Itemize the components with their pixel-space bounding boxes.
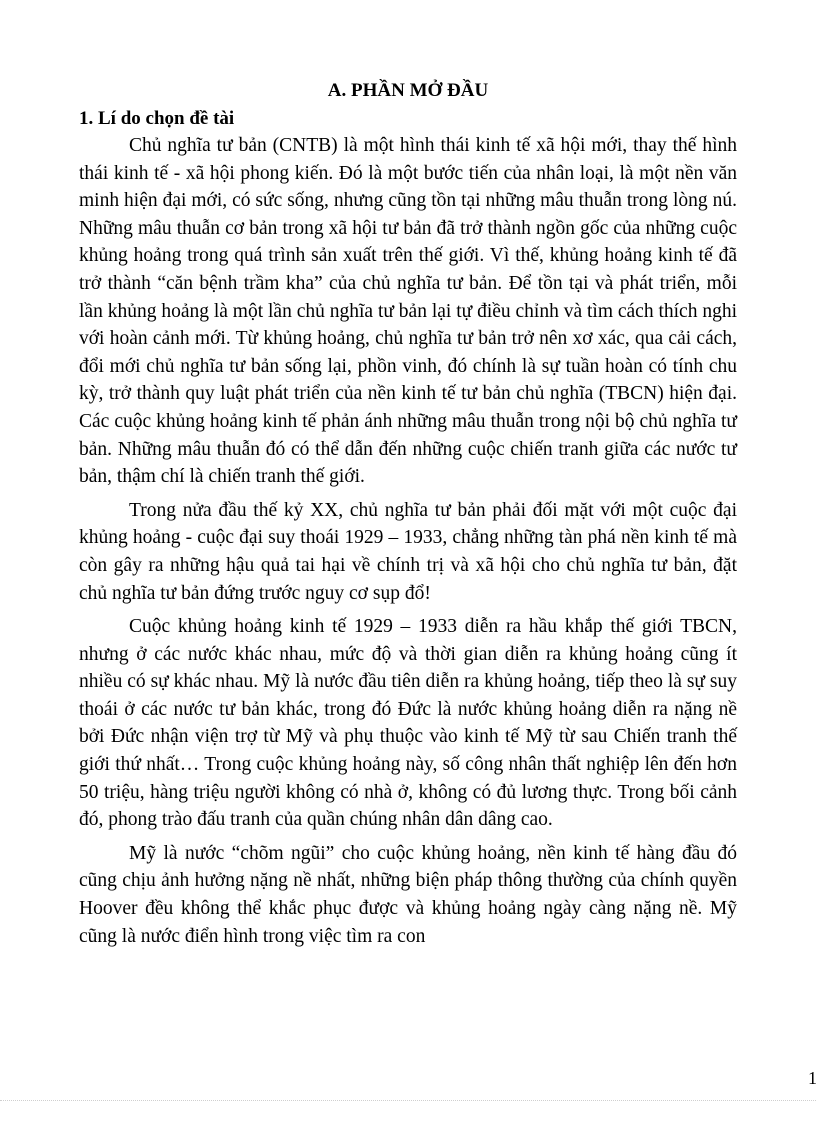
document-title: A. PHẦN MỞ ĐẦU bbox=[327, 80, 489, 101]
paragraph-4: Mỹ là nước “chõm ngũi” cho cuộc khủng hoảng, nền kinh tế hàng đầu đó cũng chịu ảnh hưởng nặng nề nhất, những biện pháp thông thường của chính quyền Hoover đều không thể khắc phục được và khủng hoảng ngày càng nặng nề. Mỹ cũng là nước điển hình trong việc tìm ra con bbox=[79, 842, 737, 947]
section-heading: 1. Lí do chọn đề tài bbox=[79, 108, 235, 129]
page-number: 1 bbox=[808, 1068, 817, 1088]
paragraph-3: Cuộc khủng hoảng kinh tế 1929 – 1933 diễn ra hầu khắp thế giới TBCN, nhưng ở các nước khác nhau, mức độ và thời gian diễn ra khủng hoảng cũng ít nhiều có sự khác nhau. Mỹ là nước đầu tiên diễn ra khủng hoảng, tiếp theo là sự suy thoái ở các nước tư bản khác, trong đó Đức là nước khủng hoảng diễn ra nặng nề bởi Đức nhận viện trợ từ Mỹ và phụ thuộc vào kinh tế Mỹ từ sau Chiến tranh thế giới thứ nhất… Trong cuộc khủng hoảng này, số công nhân thất nghiệp lên đến hơn 50 triệu, hàng triệu người không có nhà ở, không có đủ lương thực. Trong bối cảnh đó, phong trào đấu tranh của quần chúng nhân dân dâng cao. bbox=[79, 616, 737, 831]
page-bottom-divider bbox=[0, 1100, 816, 1101]
paragraph-1: Chủ nghĩa tư bản (CNTB) là một hình thái kinh tế xã hội mới, thay thế hình thái kinh tế - xã hội phong kiến. Đó là một bước tiến của nhân loại, là một nền văn minh hiện đại mới, có sức sống, nhưng cũng tồn tại những mâu thuẫn trong lòng nú. Những mâu thuẫn cơ bản trong xã hội tư bản đã trở thành ngồn gốc của những cuộc khủng hoảng trong quá trình sản xuất trên thế giới. Vì thế, khủng hoảng kinh tế đã trở thành “căn bệnh trầm kha” của chủ nghĩa tư bản. Để tồn tại và phát triển, mỗi lần khủng hoảng là một lần chủ nghĩa tư bản lại tự điều chỉnh và tìm cách thích nghi với hoàn cảnh mới. Từ khủng hoảng, chủ nghĩa tư bản trở nên xơ xác, qua cải cách, đổi mới chủ nghĩa tư bản sống lại, phồn vinh, đó chính là sự tuần hoàn có tính chu kỳ, trở thành quy luật phát triển của nền kinh tế tư bản chủ nghĩa (TBCN) hiện đại. Các cuộc khủng hoảng kinh tế phản ánh những mâu thuẫn trong nội bộ chủ nghĩa tư bản. Những mâu thuẫn đó có thể dẫn đến những cuộc chiến tranh giữa các nước tư bản, thậm chí là chiến tranh thế giới. bbox=[79, 135, 737, 488]
document-page bbox=[79, 78, 737, 956]
paragraph-2: Trong nửa đầu thế kỷ XX, chủ nghĩa tư bản phải đối mặt với một cuộc đại khủng hoảng - cuộc đại suy thoái 1929 – 1933, chẳng những tàn phá nền kinh tế mà còn gây ra những hậu quả tai hại về chính trị và xã hội cho chủ nghĩa tư bản, đặt chủ nghĩa tư bản đứng trước nguy cơ sụp đổ! bbox=[79, 499, 737, 604]
